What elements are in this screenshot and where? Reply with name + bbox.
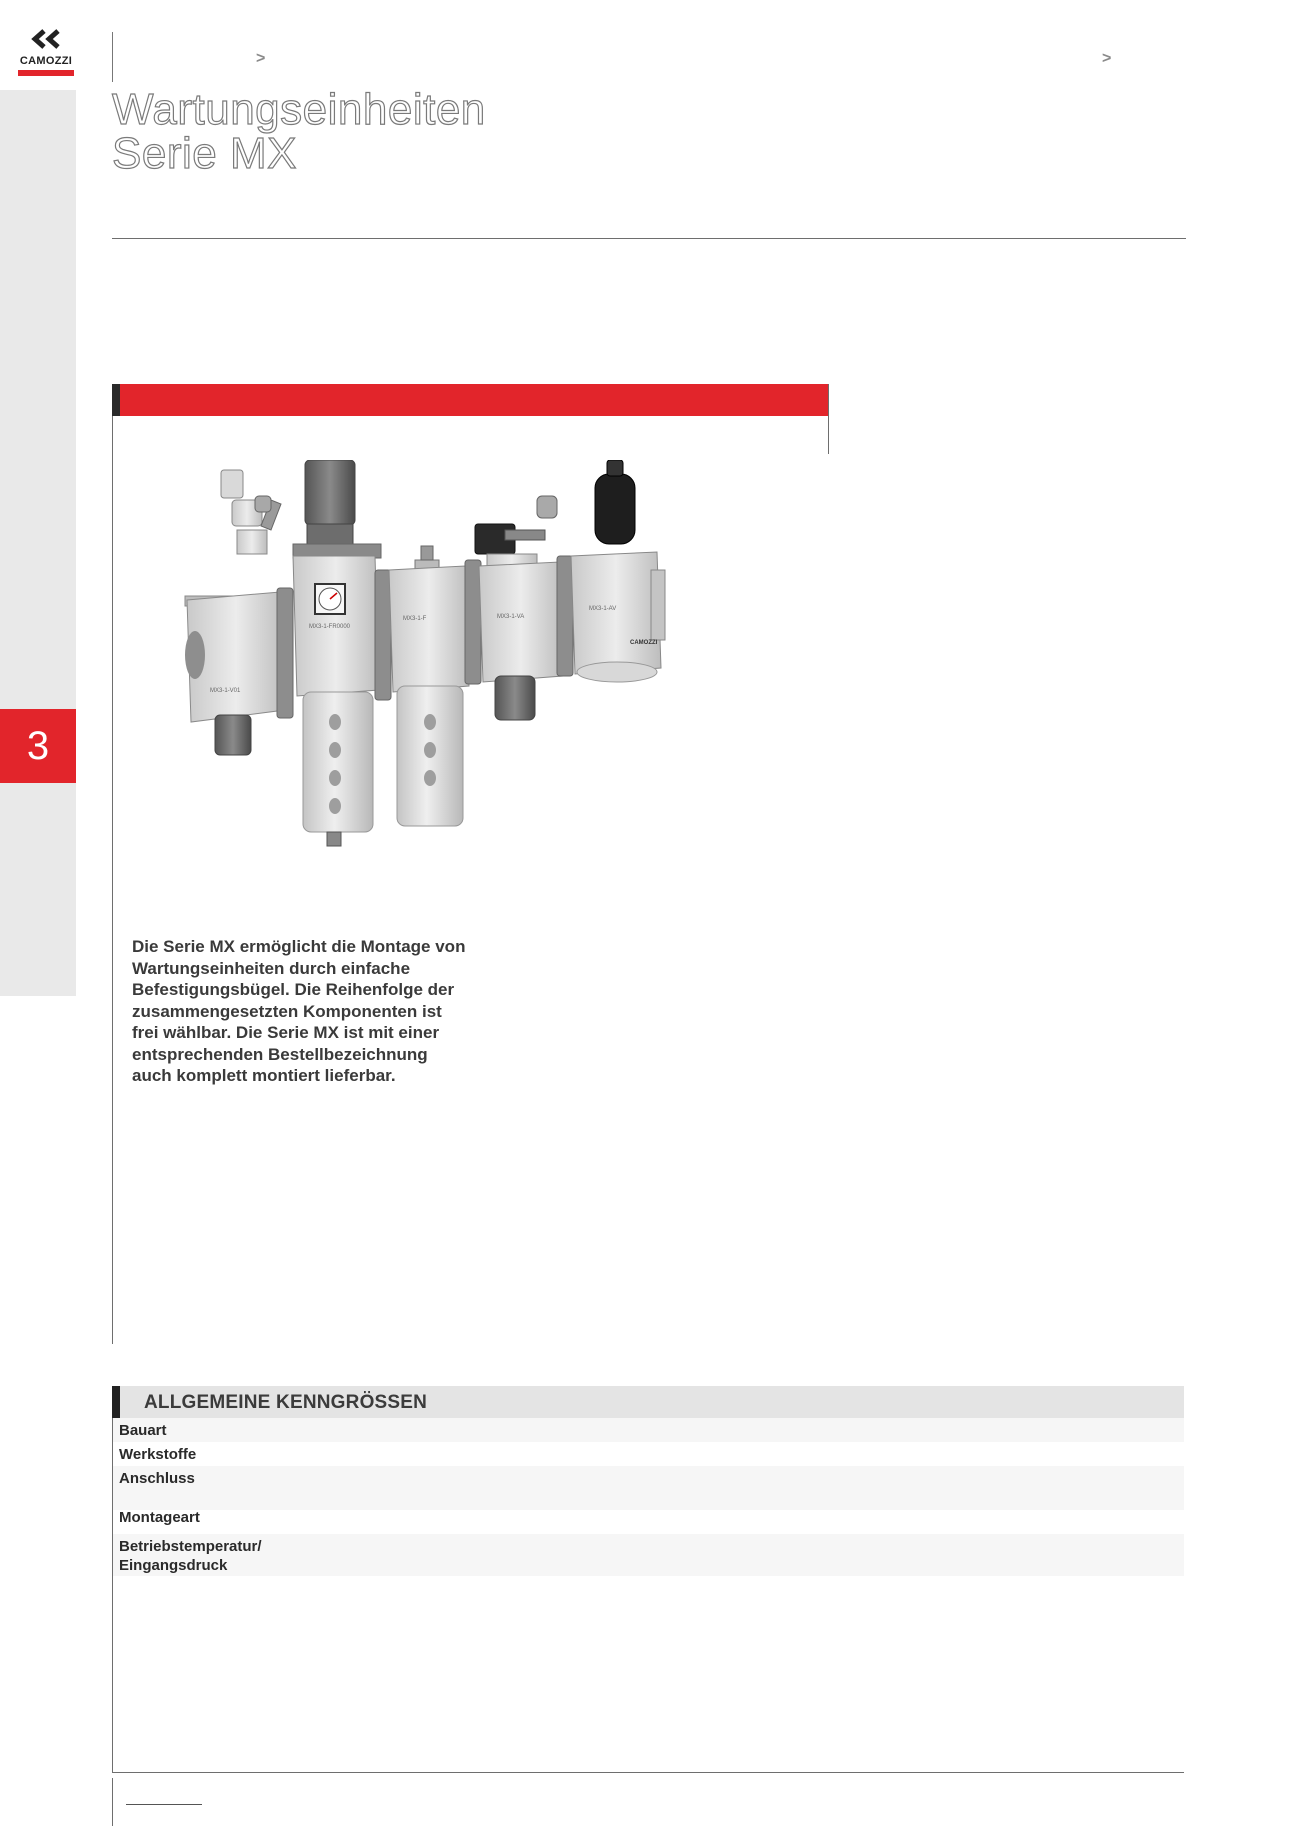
module-label: MX3-1-F — [403, 616, 427, 622]
spec-label: Betriebstemperatur/ Eingangsdruck — [119, 1538, 262, 1574]
footer-rule — [126, 1804, 202, 1805]
spec-row — [112, 1418, 1184, 1442]
section-header-bar — [112, 384, 828, 416]
spec-row — [112, 1442, 1184, 1466]
footer-divider — [112, 1778, 113, 1826]
product-image — [175, 460, 765, 920]
header-divider — [112, 32, 113, 82]
filter-regulator-module — [293, 460, 381, 846]
bottom-divider — [112, 1772, 1184, 1773]
camozzi-logo-mark-icon — [30, 28, 62, 54]
soft-start-valve-module — [475, 496, 563, 720]
spec-row — [112, 1534, 1184, 1576]
unit-brand-label: CAMOZZI — [630, 640, 658, 646]
specs-title: ALLGEMEINE KENNGRÖSSEN — [144, 1392, 428, 1413]
brand-name: CAMOZZI — [19, 55, 73, 67]
camozzi-logo — [14, 28, 78, 78]
chapter-tab[interactable]: 3 — [0, 709, 76, 783]
section-header-divider — [828, 384, 829, 454]
spec-label: Werkstoffe — [119, 1446, 197, 1463]
module-label: MX3-1-FR0000 — [309, 624, 351, 630]
spec-row — [112, 1466, 1184, 1510]
shut-off-valve-module — [185, 470, 285, 755]
title-divider — [112, 238, 1186, 239]
specs-header-cap — [112, 1386, 120, 1418]
module-label: MX3-1-V01 — [210, 688, 241, 694]
filter-module — [389, 546, 469, 826]
spec-row — [112, 1510, 1184, 1534]
lubricator-module — [571, 460, 665, 682]
page-title-line-1: Wartungseinheiten — [112, 85, 486, 134]
module-label: MX3-1-AV — [589, 606, 617, 612]
specs-divider — [112, 1418, 113, 1772]
page-title-line-2: Serie MX — [112, 129, 297, 178]
spec-label: Bauart — [119, 1422, 167, 1439]
page-title — [112, 85, 486, 178]
chevron-right-icon[interactable]: > — [1102, 50, 1112, 67]
side-rail — [0, 90, 76, 996]
content-divider — [112, 416, 113, 1344]
spec-label: Anschluss — [119, 1470, 195, 1487]
spec-label: Montageart — [119, 1509, 200, 1526]
brand-accent-bar — [18, 70, 74, 76]
module-label: MX3-1-VA — [497, 614, 525, 620]
product-description: Die Serie MX ermöglicht die Montage von Wartungseinheiten durch einfache Befestigungsbügel. Die Reihenfolge der zusammengesetzten Komponenten ist frei wählbar. Die Serie MX ist mit einer entsprechenden Bestellbezeichnung auch komplett montiert lieferbar. — [132, 937, 466, 1085]
section-header-cap — [112, 384, 120, 416]
chevron-right-icon[interactable]: > — [256, 50, 266, 67]
